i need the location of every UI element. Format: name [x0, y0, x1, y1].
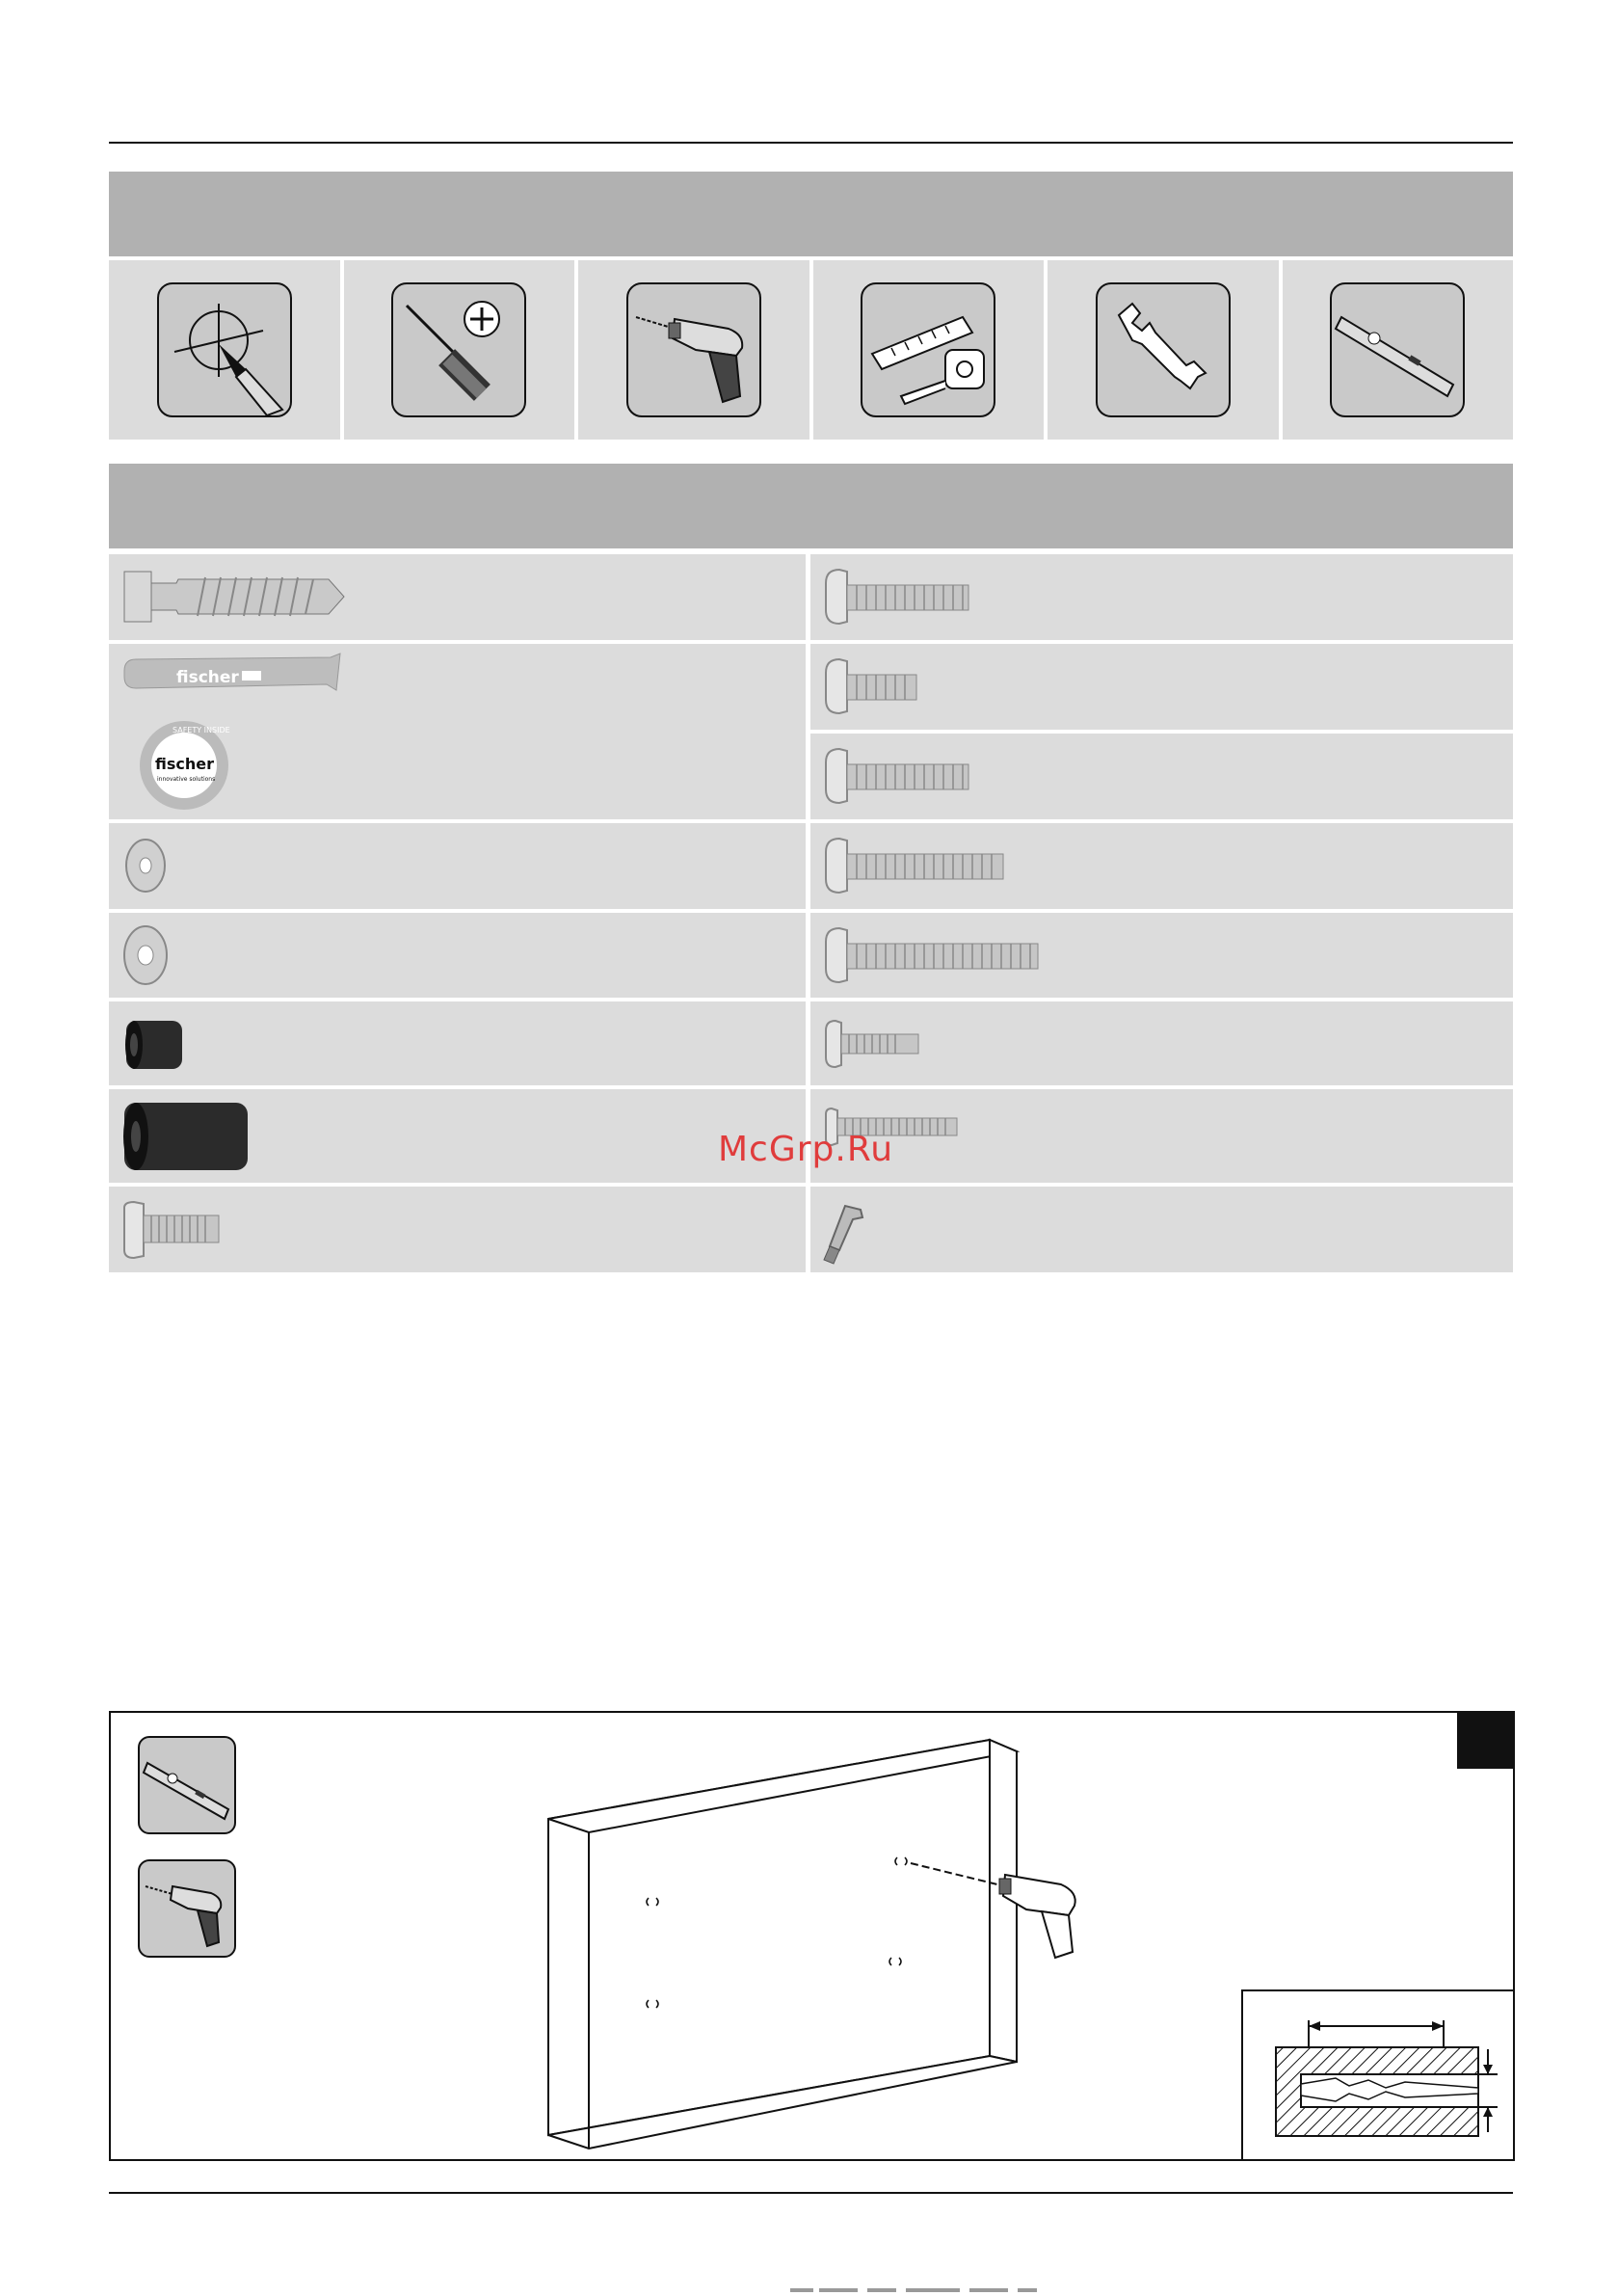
tool-cell [109, 260, 340, 440]
screw-m-c-icon [810, 734, 1513, 819]
washer-large-icon [109, 913, 806, 998]
tools-row [109, 260, 1513, 440]
spirit-level-icon [138, 1736, 236, 1834]
wrench-icon [1096, 282, 1231, 417]
part-row [109, 913, 806, 998]
screw-m-b-icon [810, 644, 1513, 730]
spirit-level-icon [1330, 282, 1465, 417]
part-row [109, 1001, 806, 1085]
tool-cell [578, 260, 809, 440]
wall-drilling-illustration [400, 1713, 1364, 2159]
tool-cell [1283, 260, 1514, 440]
washer-small-icon [109, 823, 806, 909]
parts-header-band [109, 464, 1513, 548]
badge-tagline-text: innovative solutions [157, 776, 216, 783]
part-row [810, 823, 1513, 909]
drill-icon [626, 282, 761, 417]
phillips-screwdriver-icon [391, 282, 526, 417]
part-row [810, 734, 1513, 819]
plug-brand-text: fischer [176, 668, 239, 687]
spacer-short-icon [109, 1001, 806, 1085]
part-row [810, 644, 1513, 730]
part-row [810, 913, 1513, 998]
tool-cell [1048, 260, 1279, 440]
part-row [810, 1001, 1513, 1085]
part-row [109, 1089, 806, 1183]
drill-depth-detail [1241, 1989, 1513, 2159]
tools-header-band [109, 172, 1513, 256]
clip-icon [810, 1187, 1513, 1272]
screw-m-a-icon [810, 554, 1513, 640]
part-row [810, 1089, 1513, 1183]
lag-bolt-icon [109, 554, 806, 640]
tool-cell [344, 260, 575, 440]
drill-icon [138, 1859, 236, 1958]
bottom-rule [109, 2192, 1513, 2194]
tool-cell [813, 260, 1045, 440]
badge-brand-text: fischer [155, 755, 214, 773]
badge-ring-text: SAFETY INSIDE [172, 726, 230, 734]
short-screw-icon [109, 1187, 806, 1272]
spacer-long-icon [109, 1089, 806, 1183]
screw-m-f-icon [810, 1001, 1513, 1085]
footer-marks [790, 2286, 1041, 2296]
top-rule [109, 142, 1513, 144]
part-row [109, 554, 806, 640]
part-row [810, 554, 1513, 640]
screw-m-d-icon [810, 823, 1513, 909]
watermark: McGrp.Ru [718, 1130, 894, 1169]
part-row [109, 1187, 806, 1272]
screw-m-e-icon [810, 913, 1513, 998]
fischer-wall-plug-icon [109, 644, 806, 819]
part-row [109, 823, 806, 909]
part-row [810, 1187, 1513, 1272]
step-illustration-frame [109, 1711, 1515, 2161]
step-number-box [1457, 1713, 1513, 1769]
screw-m-g-icon [810, 1089, 1513, 1183]
pencil-mark-icon [157, 282, 292, 417]
tape-measure-icon [861, 282, 995, 417]
part-row [109, 644, 806, 819]
